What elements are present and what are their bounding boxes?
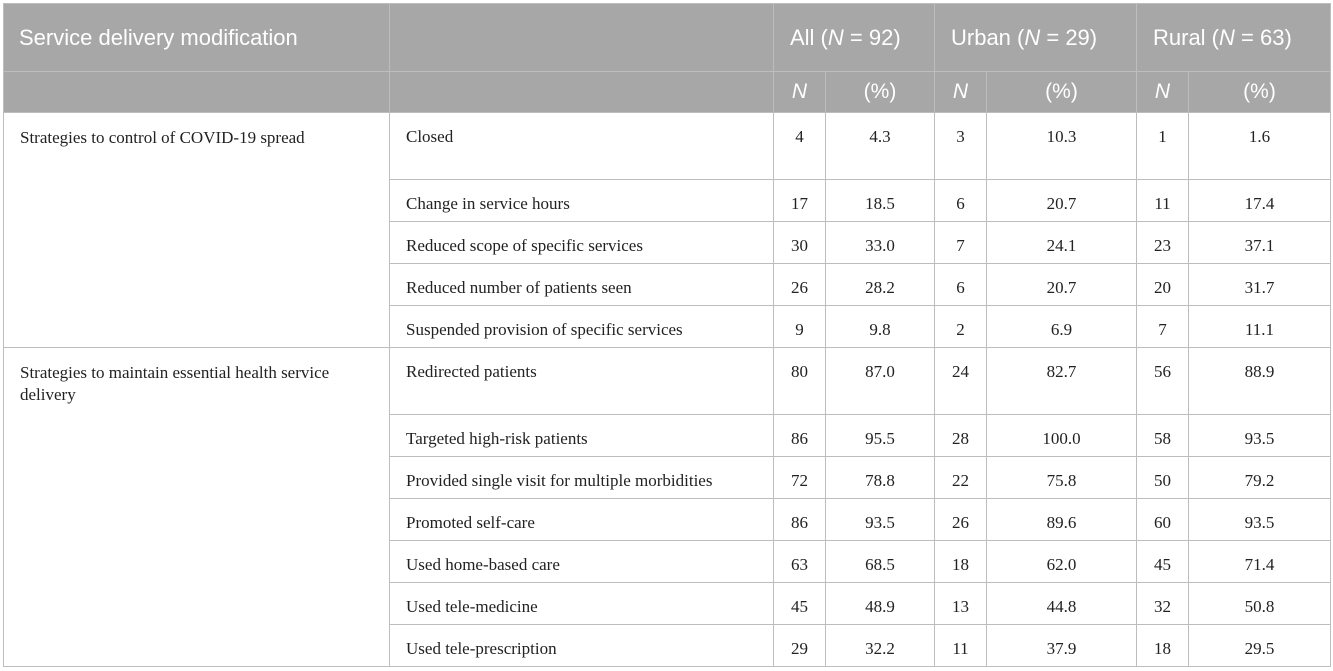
header-sub-pct: (%) (1189, 72, 1331, 113)
value-n: 2 (935, 306, 987, 348)
value-n: 32 (1137, 583, 1189, 625)
value-percent: 93.5 (826, 499, 935, 541)
value-percent: 24.1 (987, 222, 1137, 264)
value-n: 50 (1137, 457, 1189, 499)
value-percent: 1.6 (1189, 113, 1331, 180)
table-row (4, 348, 1331, 415)
value-n: 6 (935, 264, 987, 306)
value-percent: 87.0 (826, 348, 935, 415)
value-n: 24 (935, 348, 987, 415)
value-percent: 31.7 (1189, 264, 1331, 306)
value-n: 9 (774, 306, 826, 348)
value-percent: 44.8 (987, 583, 1137, 625)
value-percent: 4.3 (826, 113, 935, 180)
row-label: Provided single visit for multiple morbidities (390, 457, 774, 499)
value-n: 28 (935, 415, 987, 457)
header-sub-pct: (%) (987, 72, 1137, 113)
row-label: Used home-based care (390, 541, 774, 583)
header-sub-n: N (935, 72, 987, 113)
value-n: 45 (1137, 541, 1189, 583)
value-percent: 82.7 (987, 348, 1137, 415)
value-n: 23 (1137, 222, 1189, 264)
row-label: Closed (390, 113, 774, 180)
header-service-modification: Service delivery modification (4, 4, 390, 72)
value-percent: 79.2 (1189, 457, 1331, 499)
value-n: 86 (774, 415, 826, 457)
value-percent: 37.9 (987, 625, 1137, 667)
row-label: Reduced number of patients seen (390, 264, 774, 306)
value-n: 29 (774, 625, 826, 667)
value-n: 13 (935, 583, 987, 625)
value-percent: 50.8 (1189, 583, 1331, 625)
header-blank (390, 4, 774, 72)
header-row-groups (4, 4, 1331, 72)
value-percent: 93.5 (1189, 415, 1331, 457)
header-sub-blank (4, 72, 390, 113)
value-n: 18 (935, 541, 987, 583)
value-percent: 95.5 (826, 415, 935, 457)
value-n: 63 (774, 541, 826, 583)
value-percent: 71.4 (1189, 541, 1331, 583)
value-n: 17 (774, 180, 826, 222)
category-cell: Strategies to maintain essential health service delivery (4, 348, 390, 667)
value-n: 7 (935, 222, 987, 264)
value-percent: 17.4 (1189, 180, 1331, 222)
row-label: Targeted high-risk patients (390, 415, 774, 457)
value-n: 60 (1137, 499, 1189, 541)
value-percent: 10.3 (987, 113, 1137, 180)
value-percent: 29.5 (1189, 625, 1331, 667)
value-n: 11 (935, 625, 987, 667)
value-n: 3 (935, 113, 987, 180)
value-n: 4 (774, 113, 826, 180)
value-n: 6 (935, 180, 987, 222)
value-n: 56 (1137, 348, 1189, 415)
table-body (4, 113, 1331, 667)
value-percent: 62.0 (987, 541, 1137, 583)
header-sub-pct: (%) (826, 72, 935, 113)
header-group-rural: Rural (N = 63) (1137, 4, 1331, 72)
value-percent: 48.9 (826, 583, 935, 625)
value-n: 45 (774, 583, 826, 625)
value-n: 72 (774, 457, 826, 499)
service-delivery-table (3, 3, 1331, 667)
value-n: 80 (774, 348, 826, 415)
value-n: 26 (774, 264, 826, 306)
value-percent: 9.8 (826, 306, 935, 348)
value-percent: 33.0 (826, 222, 935, 264)
value-percent: 37.1 (1189, 222, 1331, 264)
category-cell: Strategies to control of COVID-19 spread (4, 113, 390, 348)
value-percent: 32.2 (826, 625, 935, 667)
row-label: Redirected patients (390, 348, 774, 415)
row-label: Reduced scope of specific services (390, 222, 774, 264)
value-percent: 75.8 (987, 457, 1137, 499)
value-n: 22 (935, 457, 987, 499)
value-n: 26 (935, 499, 987, 541)
header-group-all: All (N = 92) (774, 4, 935, 72)
row-label: Suspended provision of specific services (390, 306, 774, 348)
header-sub-n: N (774, 72, 826, 113)
row-label: Change in service hours (390, 180, 774, 222)
value-n: 86 (774, 499, 826, 541)
value-percent: 6.9 (987, 306, 1137, 348)
value-percent: 78.8 (826, 457, 935, 499)
header-row-sub (4, 72, 1331, 113)
value-percent: 28.2 (826, 264, 935, 306)
value-percent: 20.7 (987, 180, 1137, 222)
value-n: 7 (1137, 306, 1189, 348)
row-label: Promoted self-care (390, 499, 774, 541)
value-percent: 18.5 (826, 180, 935, 222)
table-row (4, 113, 1331, 180)
value-percent: 89.6 (987, 499, 1137, 541)
value-percent: 68.5 (826, 541, 935, 583)
header-group-urban: Urban (N = 29) (935, 4, 1137, 72)
header-sub-n: N (1137, 72, 1189, 113)
value-n: 11 (1137, 180, 1189, 222)
value-percent: 88.9 (1189, 348, 1331, 415)
value-percent: 93.5 (1189, 499, 1331, 541)
value-percent: 11.1 (1189, 306, 1331, 348)
value-n: 30 (774, 222, 826, 264)
value-percent: 20.7 (987, 264, 1137, 306)
row-label: Used tele-medicine (390, 583, 774, 625)
value-n: 18 (1137, 625, 1189, 667)
value-n: 58 (1137, 415, 1189, 457)
header-sub-blank (390, 72, 774, 113)
value-n: 20 (1137, 264, 1189, 306)
value-percent: 100.0 (987, 415, 1137, 457)
row-label: Used tele-prescription (390, 625, 774, 667)
value-n: 1 (1137, 113, 1189, 180)
